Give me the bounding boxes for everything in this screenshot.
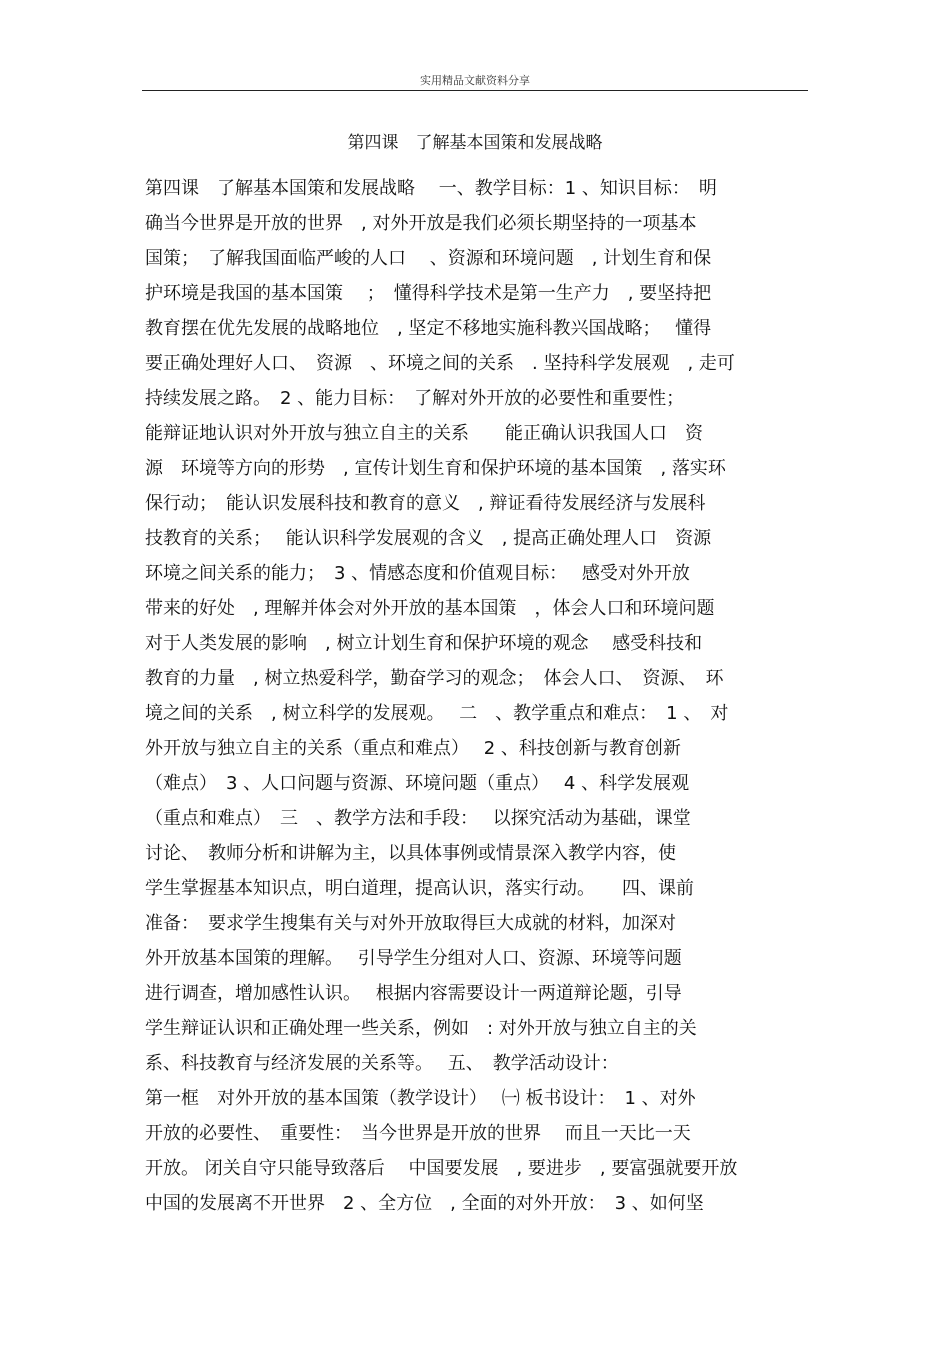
body-text-line: 中国的发展离不开世界 2 、全方位 , 全面的对外开放： 3 、如何坚 bbox=[145, 1193, 704, 1214]
body-text-line: 确当今世界是开放的世界 , 对外开放是我们必须长期坚持的一项基本 bbox=[145, 213, 697, 234]
header-divider bbox=[142, 90, 808, 91]
page-header: 实用精品文献资料分享 bbox=[420, 74, 530, 87]
body-text-line: 学生辩证认识和正确处理一些关系，例如 : 对外开放与独立自主的关 bbox=[145, 1018, 697, 1039]
body-text-line: 持续发展之路。 2 、能力目标： 了解对外开放的必要性和重要性； bbox=[145, 388, 685, 409]
body-text-line: 境之间的关系 , 树立科学的发展观。 二 、教学重点和难点： 1 、 对 bbox=[145, 703, 729, 724]
body-text-line: 带来的好处 , 理解并体会对外开放的基本国策 ，体会人口和环境问题 bbox=[145, 598, 715, 619]
body-text-line: 保行动； 能认识发展科技和教育的意义 , 辩证看待发展经济与发展科 bbox=[145, 493, 706, 514]
body-text-line: 第四课 了解基本国策和发展战略 一、教学目标：1 、知识目标： 明 bbox=[145, 178, 717, 199]
body-text-line: 外开放与独立自主的关系（重点和难点） 2 、科技创新与教育创新 bbox=[145, 738, 681, 759]
body-text-line: 第一框 对外开放的基本国策（教学设计） ㈠ 板书设计： 1 、对外 bbox=[145, 1088, 696, 1109]
body-text-line: 准备： 要求学生搜集有关与对外开放取得巨大成就的材料，加深对 bbox=[145, 913, 676, 934]
body-text-line: 系、科技教育与经济发展的关系等。 五、 教学活动设计： bbox=[145, 1053, 619, 1074]
body-text-line: 教育摆在优先发展的战略地位 , 坚定不移地实施科教兴国战略； 懂得 bbox=[145, 318, 712, 339]
body-text-line: 要正确处理好人口、 资源 、环境之间的关系 . 坚持科学发展观 , 走可 bbox=[145, 353, 735, 374]
body-text-line: 教育的力量 , 树立热爱科学，勤奋学习的观念； 体会人口、 资源、 环 bbox=[145, 668, 724, 689]
body-text-line: （重点和难点） 三 、教学方法和手段： 以探究活动为基础，课堂 bbox=[145, 808, 691, 829]
body-text-line: 源 环境等方向的形势 , 宣传计划生育和保护环境的基本国策 , 落实环 bbox=[145, 458, 726, 479]
body-text-line: 开放。 闭关自守只能导致落后 中国要发展 , 要进步 , 要富强就要开放 bbox=[145, 1158, 738, 1179]
document-title: 第四课 了解基本国策和发展战略 bbox=[347, 133, 603, 153]
body-text-line: 对于人类发展的影响 , 树立计划生育和保护环境的观念 感受科技和 bbox=[145, 633, 703, 654]
body-text-line: 国策； 了解我国面临严峻的人口 、资源和环境问题 , 计划生育和保 bbox=[145, 248, 712, 269]
body-text-line: 进行调查，增加感性认识。 根据内容需要设计一两道辩论题，引导 bbox=[145, 983, 682, 1004]
body-text-line: 环境之间关系的能力； 3 、情感态度和价值观目标： 感受对外开放 bbox=[145, 563, 690, 584]
document-body bbox=[145, 171, 811, 1221]
body-text-line: 护环境是我国的基本国策 ； 懂得科学技术是第一生产力 , 要坚持把 bbox=[145, 283, 712, 304]
body-text-line: 能辩证地认识对外开放与独立自主的关系 能正确认识我国人口 资 bbox=[145, 423, 703, 444]
body-text-line: 开放的必要性、 重要性： 当今世界是开放的世界 而且一天比一天 bbox=[145, 1123, 691, 1144]
body-text-line: 技教育的关系； 能认识科学发展观的含义 , 提高正确处理人口 资源 bbox=[145, 528, 712, 549]
body-text-line: 外开放基本国策的理解。 引导学生分组对人口、资源、环境等问题 bbox=[145, 948, 682, 969]
body-text-line: （难点） 3 、人口问题与资源、环境问题（重点） 4 、科学发展观 bbox=[145, 773, 690, 794]
body-text-line: 学生掌握基本知识点，明白道理，提高认识，落实行动。 四、课前 bbox=[145, 878, 694, 899]
body-text-line: 讨论、 教师分析和讲解为主，以具体事例或情景深入教学内容，使 bbox=[145, 843, 676, 864]
